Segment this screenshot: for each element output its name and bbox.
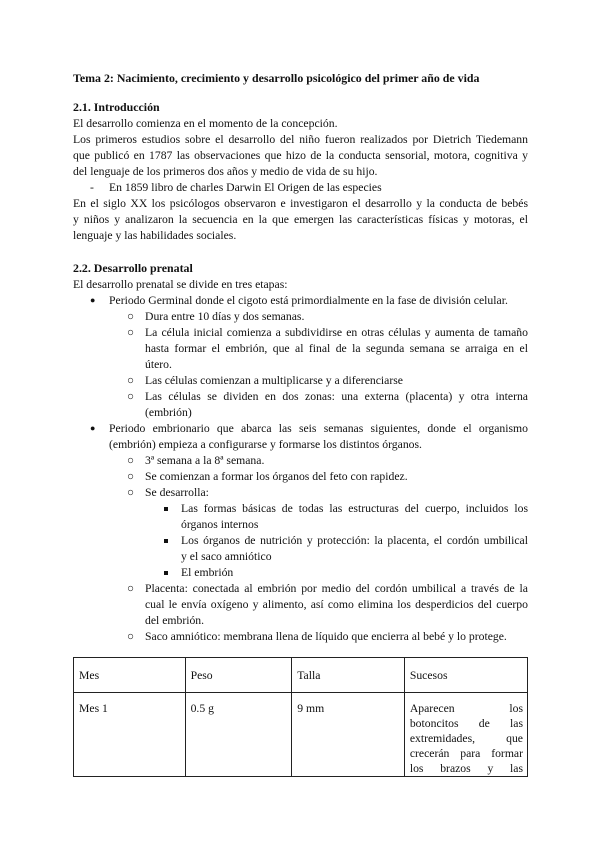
- table-header-cell: Talla: [292, 658, 405, 693]
- list-item: Las formas básicas de todas las estructuras del cuerpo, incluidos los: [181, 502, 528, 515]
- paragraph-line: y niños y analizaron la secuencia en la que emergen las características físicas y motoras, el: [73, 213, 528, 226]
- list-item-continued: (embrión) empieza a configurarse y formarse los distintos órganos.: [109, 438, 422, 451]
- list-item: La célula inicial comienza a subdividirse en otras células y aumenta de tamaño: [145, 326, 528, 339]
- list-item: Periodo embrionario que abarca las seis semanas siguientes, donde el organismo: [109, 422, 528, 435]
- list-item: Placenta: conectada al embrión por medio del cordón umbilical a través de la: [145, 582, 528, 595]
- bullet-icon: ●: [90, 423, 96, 433]
- list-item-continued: hasta formar el embrión, que al final de la segunda semana se arraiga en el: [145, 342, 528, 355]
- list-item-continued: cual le envía oxígeno y alimento, así como elimina los desperdicios del cuerpo: [145, 598, 528, 611]
- table-header-row: [74, 658, 528, 693]
- list-item: Los órganos de nutrición y protección: la placenta, el cordón umbilical: [181, 534, 528, 547]
- list-item-continued: y el saco amniótico: [181, 550, 272, 563]
- table-cell: 0.5 g: [185, 693, 292, 777]
- paragraph-line: lenguaje y las habilidades sociales.: [73, 229, 237, 242]
- square-bullet-icon: [164, 539, 168, 543]
- circle-bullet-icon: ○: [127, 310, 135, 323]
- square-bullet-icon: [164, 507, 168, 511]
- table-row: [74, 693, 528, 777]
- section-heading-desarrollo-prenatal: 2.2. Desarrollo prenatal: [73, 261, 193, 275]
- circle-bullet-icon: ○: [127, 582, 135, 595]
- paragraph-line: El desarrollo prenatal se divide en tres etapas:: [73, 278, 288, 291]
- cell-line: Aparecen los: [409, 702, 523, 715]
- list-item: El embrión: [181, 566, 234, 579]
- list-item: Se comienzan a formar los órganos del feto con rapidez.: [145, 470, 408, 483]
- cell-line: los brazos y las: [409, 762, 523, 775]
- circle-bullet-icon: ○: [127, 374, 135, 387]
- list-item: En 1859 libro de charles Darwin El Origen de las especies: [109, 181, 382, 194]
- table-header-cell: Sucesos: [404, 658, 527, 693]
- paragraph-line: del lenguaje de los primeros dos años y medio de vida de su hijo.: [73, 165, 378, 178]
- paragraph-line: El desarrollo comienza en el momento de la concepción.: [73, 117, 338, 130]
- list-item: Saco amniótico: membrana llena de líquido que encierra al bebé y lo protege.: [145, 630, 507, 643]
- dash-marker: -: [90, 181, 94, 194]
- circle-bullet-icon: ○: [127, 390, 135, 403]
- list-item-continued: (embrión): [145, 406, 192, 419]
- list-item-continued: útero.: [145, 358, 172, 371]
- cell-line: crecerán para formar: [409, 747, 523, 760]
- list-item: Se desarrolla:: [145, 486, 209, 499]
- circle-bullet-icon: ○: [127, 326, 135, 339]
- table-header-cell: Mes: [74, 658, 186, 693]
- square-bullet-icon: [164, 571, 168, 575]
- cell-line: extremidades, que: [409, 732, 523, 745]
- paragraph-line: En el siglo XX los psicólogos observaron e investigaron el desarrollo y la conducta de bebés: [73, 197, 528, 210]
- list-item: Las células comienzan a multiplicarse y a diferenciarse: [145, 374, 403, 387]
- cell-line: botoncitos de las: [409, 717, 523, 730]
- growth-table: [73, 657, 528, 777]
- list-item: 3ª semana a la 8ª semana.: [145, 454, 265, 467]
- circle-bullet-icon: ○: [127, 454, 135, 467]
- list-item-continued: órganos internos: [181, 518, 259, 531]
- circle-bullet-icon: ○: [127, 470, 135, 483]
- paragraph-line: Los primeros estudios sobre el desarrollo del niño fueron realizados por Dietrich Tiedemann: [73, 133, 528, 146]
- table-cell: 9 mm: [292, 693, 405, 777]
- list-item: Dura entre 10 días y dos semanas.: [145, 310, 305, 323]
- document-title: Tema 2: Nacimiento, crecimiento y desarrollo psicológico del primer año de vida: [73, 71, 480, 85]
- table-header-cell: Peso: [185, 658, 292, 693]
- bullet-icon: ●: [90, 295, 96, 305]
- list-item: Periodo Germinal donde el cigoto está primordialmente en la fase de división celular.: [109, 294, 508, 307]
- table-cell: Mes 1: [74, 693, 186, 777]
- list-item: Las células se dividen en dos zonas: una externa (placenta) y otra interna: [145, 390, 528, 403]
- table-cell-sucesos: [404, 693, 527, 777]
- circle-bullet-icon: ○: [127, 486, 135, 499]
- circle-bullet-icon: ○: [127, 630, 135, 643]
- list-item-continued: del embrión.: [145, 614, 205, 627]
- section-heading-introduccion: 2.1. Introducción: [73, 100, 160, 114]
- paragraph-line: que publicó en 1787 las observaciones que hizo de la conducta sensorial, motora, cognitiva y: [73, 149, 528, 162]
